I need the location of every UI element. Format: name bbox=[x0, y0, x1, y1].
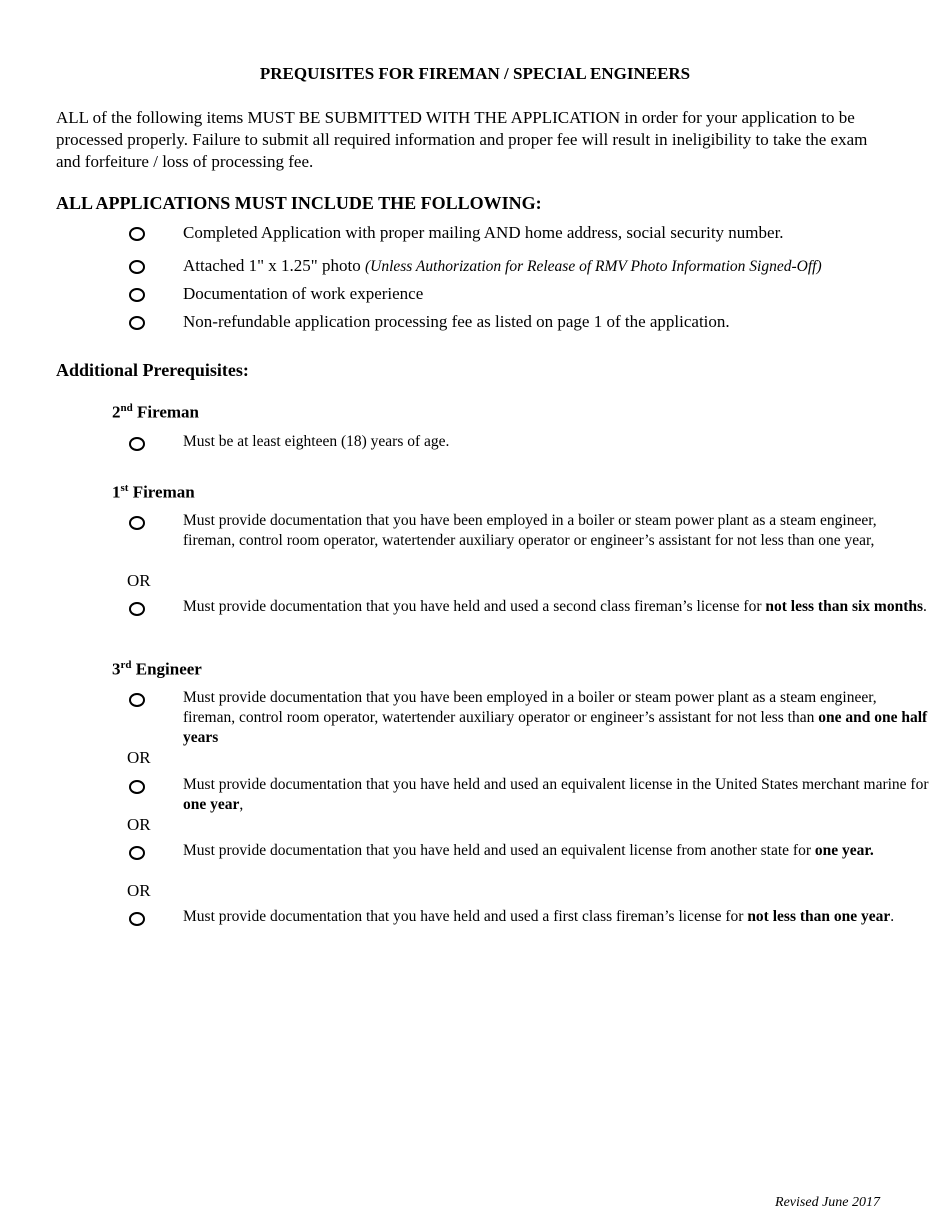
checkbox-circle-icon[interactable] bbox=[129, 227, 145, 241]
checkbox-circle-icon[interactable] bbox=[129, 693, 145, 707]
or-separator: OR bbox=[127, 881, 151, 900]
photo-note: (Unless Authorization for Release of RMV Photo Information Signed-Off) bbox=[364, 258, 822, 275]
additional-prerequisites-heading: Additional Prerequisites: bbox=[56, 360, 249, 380]
checkbox-circle-icon[interactable] bbox=[129, 780, 145, 794]
list-item: Must provide documentation that you have been employed in a boiler or steam power plant as a steam engineer, fireman, control room operator, watertender auxiliary operator or engineer’s assistant for not less than one year, bbox=[183, 512, 877, 549]
checkbox-circle-icon[interactable] bbox=[129, 602, 145, 616]
list-item bbox=[183, 256, 931, 277]
checkbox-circle-icon[interactable] bbox=[129, 912, 145, 926]
checkbox-circle-icon[interactable] bbox=[129, 437, 145, 451]
or-separator: OR bbox=[127, 815, 151, 834]
checkbox-circle-icon[interactable] bbox=[129, 846, 145, 860]
list-item: Non-refundable application processing fee as listed on page 1 of the application. bbox=[183, 312, 730, 331]
list-item: Completed Application with proper mailing AND home address, social security number. bbox=[183, 223, 784, 242]
photo-item-text: Attached 1" x 1.25" photo bbox=[183, 256, 361, 275]
page-title: PREQUISITES FOR FIREMAN / SPECIAL ENGINEERS bbox=[259, 64, 691, 83]
list-item: Must provide documentation that you have held and used a first class fireman’s license for not less than one year. bbox=[183, 908, 895, 925]
third-engineer-heading: 3rd Engineer bbox=[112, 659, 202, 679]
or-separator: OR bbox=[127, 571, 151, 590]
list-item: Must provide documentation that you have held and used an equivalent license from another state for one year. bbox=[183, 842, 874, 859]
or-separator: OR bbox=[127, 748, 151, 767]
checkbox-circle-icon[interactable] bbox=[129, 288, 145, 302]
list-item: Must provide documentation that you have held and used a second class fireman’s license for not less than six months. bbox=[183, 598, 927, 615]
checkbox-circle-icon[interactable] bbox=[129, 316, 145, 330]
checkbox-circle-icon[interactable] bbox=[129, 260, 145, 274]
list-item: Must be at least eighteen (18) years of age. bbox=[183, 433, 450, 450]
revision-date: Revised June 2017 bbox=[775, 1195, 880, 1210]
first-fireman-heading: 1st Fireman bbox=[112, 482, 195, 502]
checkbox-circle-icon[interactable] bbox=[129, 516, 145, 530]
all-applications-heading: ALL APPLICATIONS MUST INCLUDE THE FOLLOWING: bbox=[56, 193, 542, 213]
second-fireman-heading: 2nd Fireman bbox=[112, 402, 200, 422]
list-item: Must provide documentation that you have held and used an equivalent license in the United States merchant marine for one year, bbox=[183, 776, 929, 813]
list-item: Documentation of work experience bbox=[183, 284, 424, 303]
list-item: Must provide documentation that you have been employed in a boiler or steam power plant as a steam engineer, fireman, control room operator, watertender auxiliary operator or engineer’s assistant for not less than one and one half years bbox=[183, 689, 928, 746]
intro-paragraph: ALL of the following items MUST BE SUBMITTED WITH THE APPLICATION in order for your application to be processed properly. Failure to submit all required information and proper fee will result in ineligibility to take the exam and forfeiture / loss of processing fee. bbox=[56, 108, 868, 171]
